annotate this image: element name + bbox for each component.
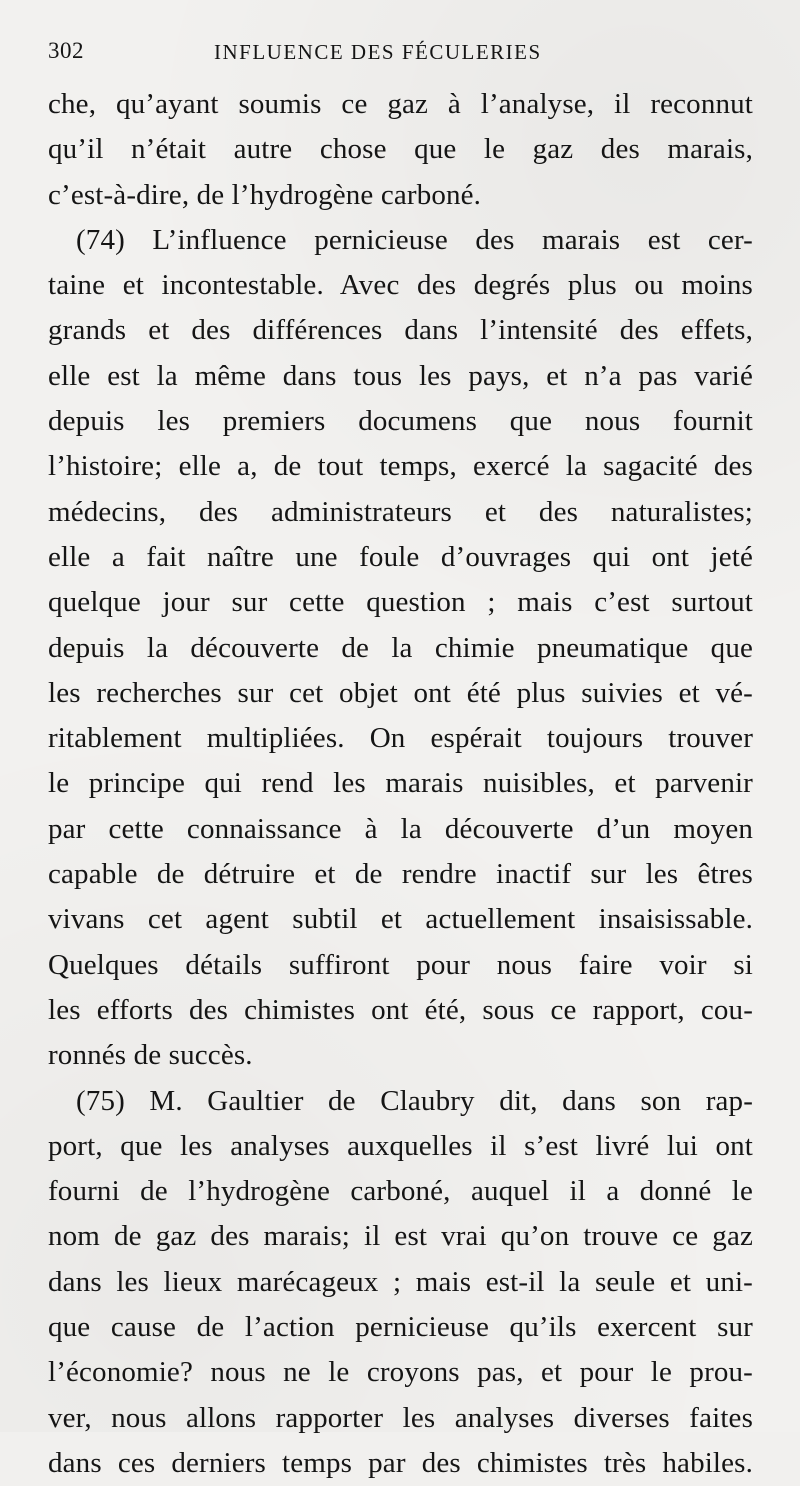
text-line: les efforts des chimistes ont été, sous ce rapport, cou- [48,993,753,1026]
text-line: depuis la découverte de la chimie pneumatique que [48,631,753,664]
body-text [48,82,753,1486]
text-line: ritablement multipliées. On espérait toujours trouver [48,722,753,755]
text-line: c’est-à-dire, de l’hydrogène carboné. [48,178,482,211]
text-line: capable de détruire et de rendre inactif sur les êtres [48,858,753,891]
running-head: INFLUENCE DES FÉCULERIES [214,40,542,64]
text-line: Quelques détails suffiront pour nous faire voir si [48,948,753,981]
text-line: quelque jour sur cette question ; mais c’est surtout [48,586,753,619]
text-line: le principe qui rend les marais nuisibles, et parvenir [48,767,753,800]
text-line: grands et des différences dans l’intensité des effets, [48,314,753,347]
text-line: taine et incontestable. Avec des degrés plus ou moins [48,269,753,302]
text-line: dans ces derniers temps par des chimistes très habiles. [48,1446,753,1479]
text-line: ver, nous allons rapporter les analyses diverses faites [48,1401,753,1434]
text-line: par cette connaissance à la découverte d’un moyen [48,812,753,845]
text-line: elle a fait naître une foule d’ouvrages qui ont jeté [48,540,753,573]
text-line: ronnés de succès. [48,1039,253,1072]
text-line: l’histoire; elle a, de tout temps, exercé la sagacité des [48,450,753,483]
text-line: qu’il n’était autre chose que le gaz des marais, [48,133,753,166]
page-number: 302 [48,38,84,63]
text-line: les recherches sur cet objet ont été plus suivies et vé- [48,676,753,709]
paragraph-74-start: (74) L’influence pernicieuse des marais est cer- [76,223,753,256]
text-line: nom de gaz des marais; il est vrai qu’on trouve ce gaz [48,1220,753,1253]
text-line: vivans cet agent subtil et actuellement insaisissable. [48,903,753,936]
text-line: elle est la même dans tous les pays, et n’a pas varié [48,359,753,392]
text-line: depuis les premiers documens que nous fournit [48,405,753,438]
page-header [48,38,750,78]
text-line: médecins, des administrateurs et des naturalistes; [48,495,753,528]
text-line: dans les lieux marécageux ; mais est-il la seule et uni- [48,1265,753,1298]
paragraph-75-start: (75) M. Gaultier de Claubry dit, dans son rap- [76,1084,753,1117]
text-line: que cause de l’action pernicieuse qu’ils exercent sur [48,1311,753,1344]
text-line: port, que les analyses auxquelles il s’est livré lui ont [48,1129,753,1162]
text-line: l’économie? nous ne le croyons pas, et pour le prou- [48,1356,753,1389]
text-line: fourni de l’hydrogène carboné, auquel il a donné le [48,1175,753,1208]
text-line: che, qu’ayant soumis ce gaz à l’analyse, il reconnut [48,88,753,120]
